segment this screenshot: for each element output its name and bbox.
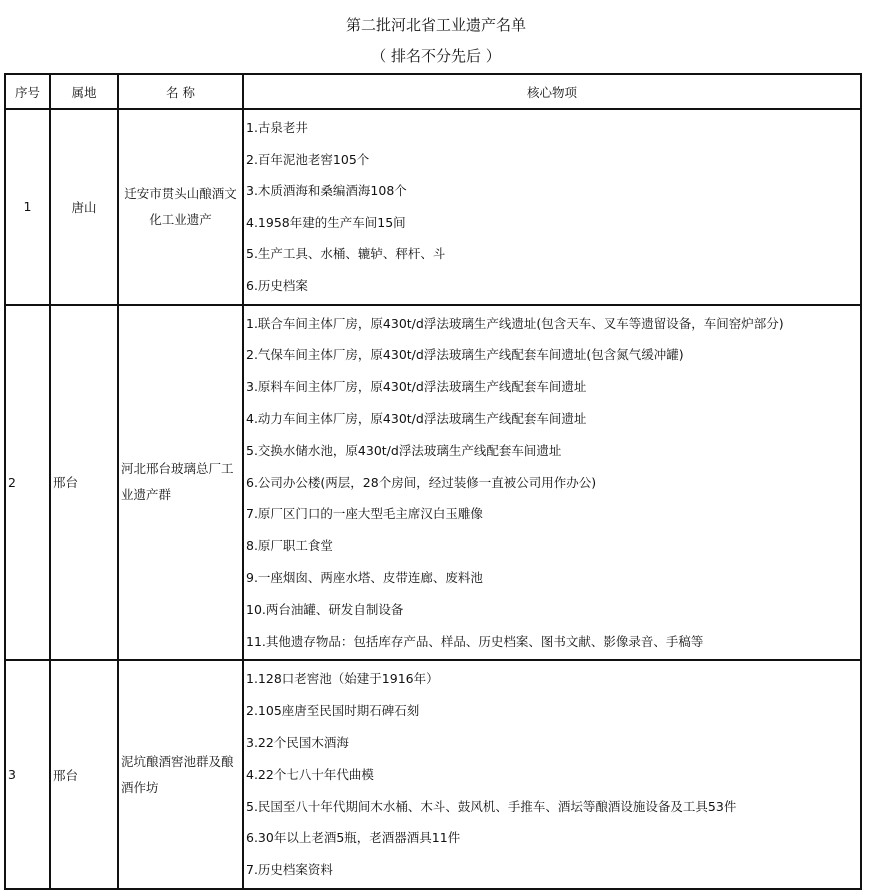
row-index: 2 xyxy=(5,305,50,661)
list-item: 6.历史档案 xyxy=(246,277,308,293)
row-location: 邢台 xyxy=(50,660,118,889)
list-item: 2.105座唐至民国时期石碑石刻 xyxy=(246,703,420,719)
list-item: 3.原料车间主体厂房，原430t/d浮法玻璃生产线配套车间遗址 xyxy=(246,379,587,395)
list-item: 5.生产工具、水桶、辘轳、秤杆、斗 xyxy=(246,246,446,262)
row-items xyxy=(243,109,861,305)
list-item: 10.两台油罐、研发自制设备 xyxy=(246,601,404,617)
row-index: 3 xyxy=(5,660,50,889)
row-items xyxy=(243,660,861,889)
list-item: 4.22个七八十年代曲模 xyxy=(246,766,374,782)
table-row xyxy=(5,305,861,661)
table-header-row xyxy=(5,74,861,109)
table-row xyxy=(5,109,861,305)
list-item: 4.动力车间主体厂房，原430t/d浮法玻璃生产线配套车间遗址 xyxy=(246,410,587,426)
document-title: 第二批河北省工业遗产名单 xyxy=(345,16,526,34)
list-item: 8.原厂职工食堂 xyxy=(246,538,333,554)
list-item: 9.一座烟囱、两座水塔、皮带连廊、废料池 xyxy=(246,569,483,585)
list-item: 5.交换水储水池，原430t/d浮法玻璃生产线配套车间遗址 xyxy=(246,442,562,458)
list-item: 3.木质酒海和桑编酒海108个 xyxy=(246,183,407,199)
list-item: 11.其他遗存物品：包括库存产品、样品、历史档案、图书文献、影像录音、手稿等 xyxy=(246,633,704,649)
row-index: 1 xyxy=(5,109,50,305)
list-item: 6.公司办公楼(两层，28个房间，经过装修一直被公司用作办公) xyxy=(246,474,597,490)
row-name: 泥坑酿酒窖池群及酿酒作坊 xyxy=(118,660,243,889)
row-name: 迁安市贯头山酿酒文化工业遗产 xyxy=(118,109,243,305)
heritage-table xyxy=(4,73,862,890)
list-item: 1.古泉老井 xyxy=(246,120,308,135)
row-name: 河北邢台玻璃总厂工业遗产群 xyxy=(118,305,243,661)
header-items: 核心物项 xyxy=(243,74,861,109)
list-item: 6.30年以上老酒5瓶，老酒器酒具11件 xyxy=(246,830,461,846)
header-location: 属地 xyxy=(50,74,118,109)
list-item: 7.原厂区门口的一座大型毛主席汉白玉雕像 xyxy=(246,506,483,522)
list-item: 4.1958年建的生产车间15间 xyxy=(246,214,406,230)
row-items xyxy=(243,305,861,661)
list-item: 2.百年泥池老窖105个 xyxy=(246,151,370,167)
row-location: 唐山 xyxy=(50,109,118,305)
header-name: 名 称 xyxy=(118,74,243,109)
header-index: 序号 xyxy=(5,74,50,109)
list-item: 7.历史档案资料 xyxy=(246,862,333,878)
list-item: 1.128口老窖池（始建于1916年） xyxy=(246,671,439,687)
list-item: 5.民国至八十年代期间木水桶、木斗、鼓风机、手推车、酒坛等酿酒设施设备及工具53件 xyxy=(246,798,737,814)
document-subtitle: （ 排名不分先后 ） xyxy=(371,47,501,65)
list-item: 1.联合车间主体厂房，原430t/d浮法玻璃生产线遗址(包含天车、叉车等遗留设备，车间窑炉部分) xyxy=(246,315,784,331)
table-row xyxy=(5,660,861,889)
list-item: 3.22个民国木酒海 xyxy=(246,734,349,750)
row-location: 邢台 xyxy=(50,305,118,661)
list-item: 2.气保车间主体厂房，原430t/d浮法玻璃生产线配套车间遗址(包含氮气缓冲罐) xyxy=(246,347,684,363)
